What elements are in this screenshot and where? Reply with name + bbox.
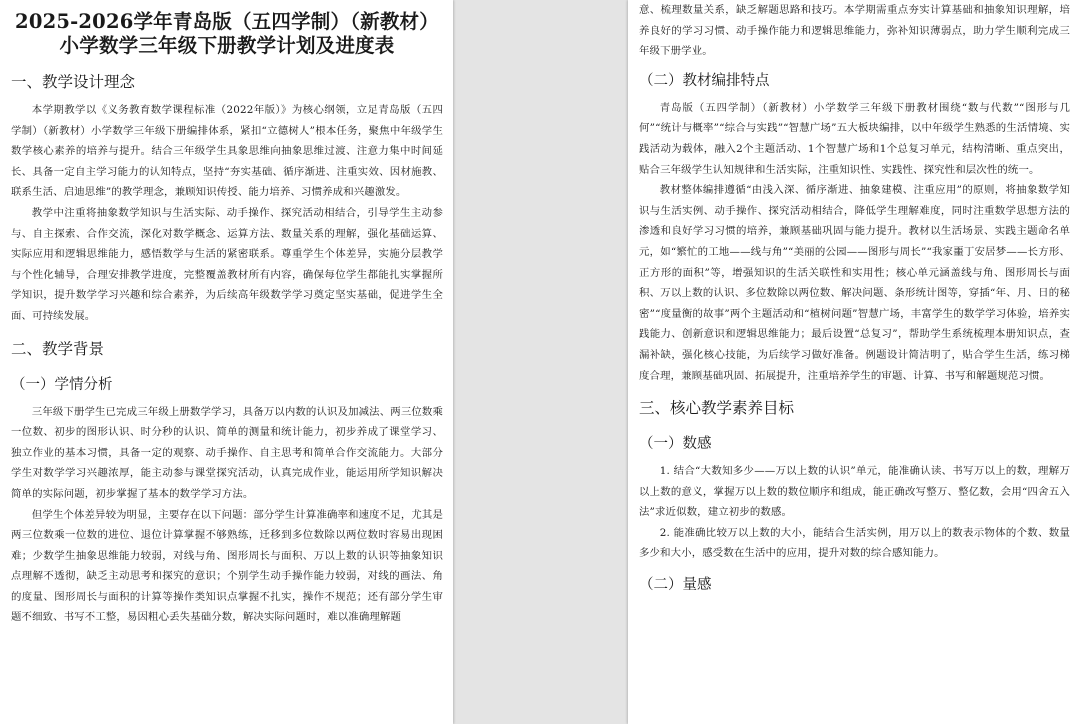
paragraph: 本学期教学以《义务教育数学课程标准（2022年版）》为核心纲领，立足青岛版（五四学制）（新教材）小学数学三年级下册编排体系，紧扣“立德树人”根本任务，聚焦中年级学生数学核心素养的培养与提升。结合三年级学生具象思维向抽象思维过渡、注意力集中时间延长、具备一定自主学习能力的认知特点，坚持“夯实基础、循序渐进、注重实效、因材施教、联系生活、启迪思维”的教学理念，兼顾知识传授、能力培养、习惯养成和兴趣激发。 <box>11 104 443 199</box>
subsection-heading-number-sense: （一）数感 <box>639 436 712 453</box>
subsection-heading-quantity-sense: （二）量感 <box>639 577 712 594</box>
document-page-left <box>0 0 453 724</box>
subsection-heading-textbook-features: （二）教材编排特点 <box>639 72 770 89</box>
paragraph-continued: 意、梳理数量关系，缺乏解题思路和技巧。本学期需重点夯实计算基础和抽象知识理解，培养良好的学习习惯、动手操作能力和逻辑思维能力，弥补知识薄弱点，助力学生顺利完成三年级下册学业。 <box>639 4 1070 58</box>
subsection-heading-student-analysis: （一）学情分析 <box>11 376 113 393</box>
document-title: 2025-2026学年青岛版（五四学制）（新教材）小学数学三年级下册教学计划及进度表 <box>15 10 439 57</box>
paragraph: 教学中注重将抽象数学知识与生活实际、动手操作、探究活动相结合，引导学生主动参与、自主探索、合作交流，深化对数学概念、运算方法、数量关系的理解，强化基础运算、实际应用和逻辑思维能力，感悟数学与生活的紧密联系。尊重学生个体差异，实施分层教学与个性化辅导，合理安排教学进度，完整覆盖教材所有内容，确保每位学生都能扎实掌握所学知识，提升数学学习兴趣和综合素养，为后续高年级数学学习奠定坚实基础，促进学生全面、可持续发展。 <box>11 206 443 322</box>
paragraph: 三年级下册学生已完成三年级上册数学学习，具备万以内数的认识及加减法、两三位数乘一位数、初步的图形认识、时分秒的认识、简单的测量和统计能力，初步养成了课堂学习、独立作业的基本习惯，具备一定的观察、动手操作、自主思考和简单合作交流能力。大部分学生对数学学习兴趣浓厚，能主动参与课堂探究活动，认真完成作业，能运用所学知识解决简单的实际问题，初步掌握了基本的数学学习方法。 <box>11 405 443 500</box>
paragraph: 2. 能准确比较万以上数的大小，能结合生活实例，用万以上的数表示物体的个数、数量多少和大小，感受数在生活中的应用，提升对数的综合感知能力。 <box>639 526 1070 560</box>
paragraph: 教材整体编排遵循“由浅入深、循序渐进、抽象建模、注重应用”的原则，将抽象数学知识与生活实例、动手操作、探究活动相结合，降低学生理解难度，同时注重数学思想方法的渗透和良好学习习惯的培养，兼顾基础巩固与能力提升。教材以生活场景、实践主题命名单元，如“繁忙的工地——线与角”“美丽的公园——图形与周长”“我家噩丁安居梦——长方形、正方形的面积”等，增强知识的生活关联性和实用性；核心单元涵盖线与角、图形周长与面积、万以上数的认识、多位数除以两位数、解决问题、条形统计图等，穿插“年、月、日的秘密”“度量衡的故事”两个主题活动和“植树问题”智慧广场，丰富学生的数学学习体验，培养实践能力、创新意识和逻辑思维能力；最后设置“总复习”，帮助学生系统梳理本册知识点，查漏补缺，强化核心技能，为后续学习做好准备。例题设计简洁明了，贴合学生生活，练习梯度合理，兼顾基础巩固、拓展提升，注重培养学生的审题、计算、书写和解题规范习惯。 <box>639 184 1070 382</box>
paragraph: 但学生个体差异较为明显，主要存在以下问题：部分学生计算准确率和速度不足，尤其是两三位数乘一位数的进位、退位计算掌握不够熟练，迁移到多位数除以两位数时容易出现困难；少数学生抽象思维能力较弱，对线与角、图形周长与面积、万以上数的认识等抽象知识点理解不透彻，缺乏主动思考和探究的意识；个别学生动手操作能力较弱，对线的画法、角的度量、图形周长与面积的计算等操作类知识点掌握不扎实，操作不规范；还有部分学生审题不细致、书写不工整，易因粗心丢失基础分数，解决实际问题时，难以准确理解题 <box>11 508 443 624</box>
paragraph: 1. 结合“大数知多少——万以上数的认识”单元，能准确认读、书写万以上的数，理解万以上数的意义，掌握万以上数的数位顺序和组成，能正确改写整万、整亿数，会用“四舍五入法”求近似数，建立初步的数感。 <box>639 465 1070 519</box>
paragraph: 青岛版（五四学制）（新教材）小学数学三年级下册教材围绕“数与代数”“图形与几何”“统计与概率”“综合与实践”“智慧广场”五大板块编排，以中年级学生熟悉的生活情境、实践活动为载体，融入2个主题活动、1个智慧广场和1个总复习单元，结构清晰、重点突出，贴合三年级学生认知规律和生活实际，注重知识性、实践性、探究性和层次性的统一。 <box>639 101 1070 176</box>
section-heading-core-goals: 三、核心教学素养目标 <box>639 399 795 418</box>
document-page-right <box>628 0 1080 724</box>
section-heading-background: 二、教学背景 <box>11 339 105 358</box>
section-heading-design-philosophy: 一、教学设计理念 <box>11 73 136 91</box>
